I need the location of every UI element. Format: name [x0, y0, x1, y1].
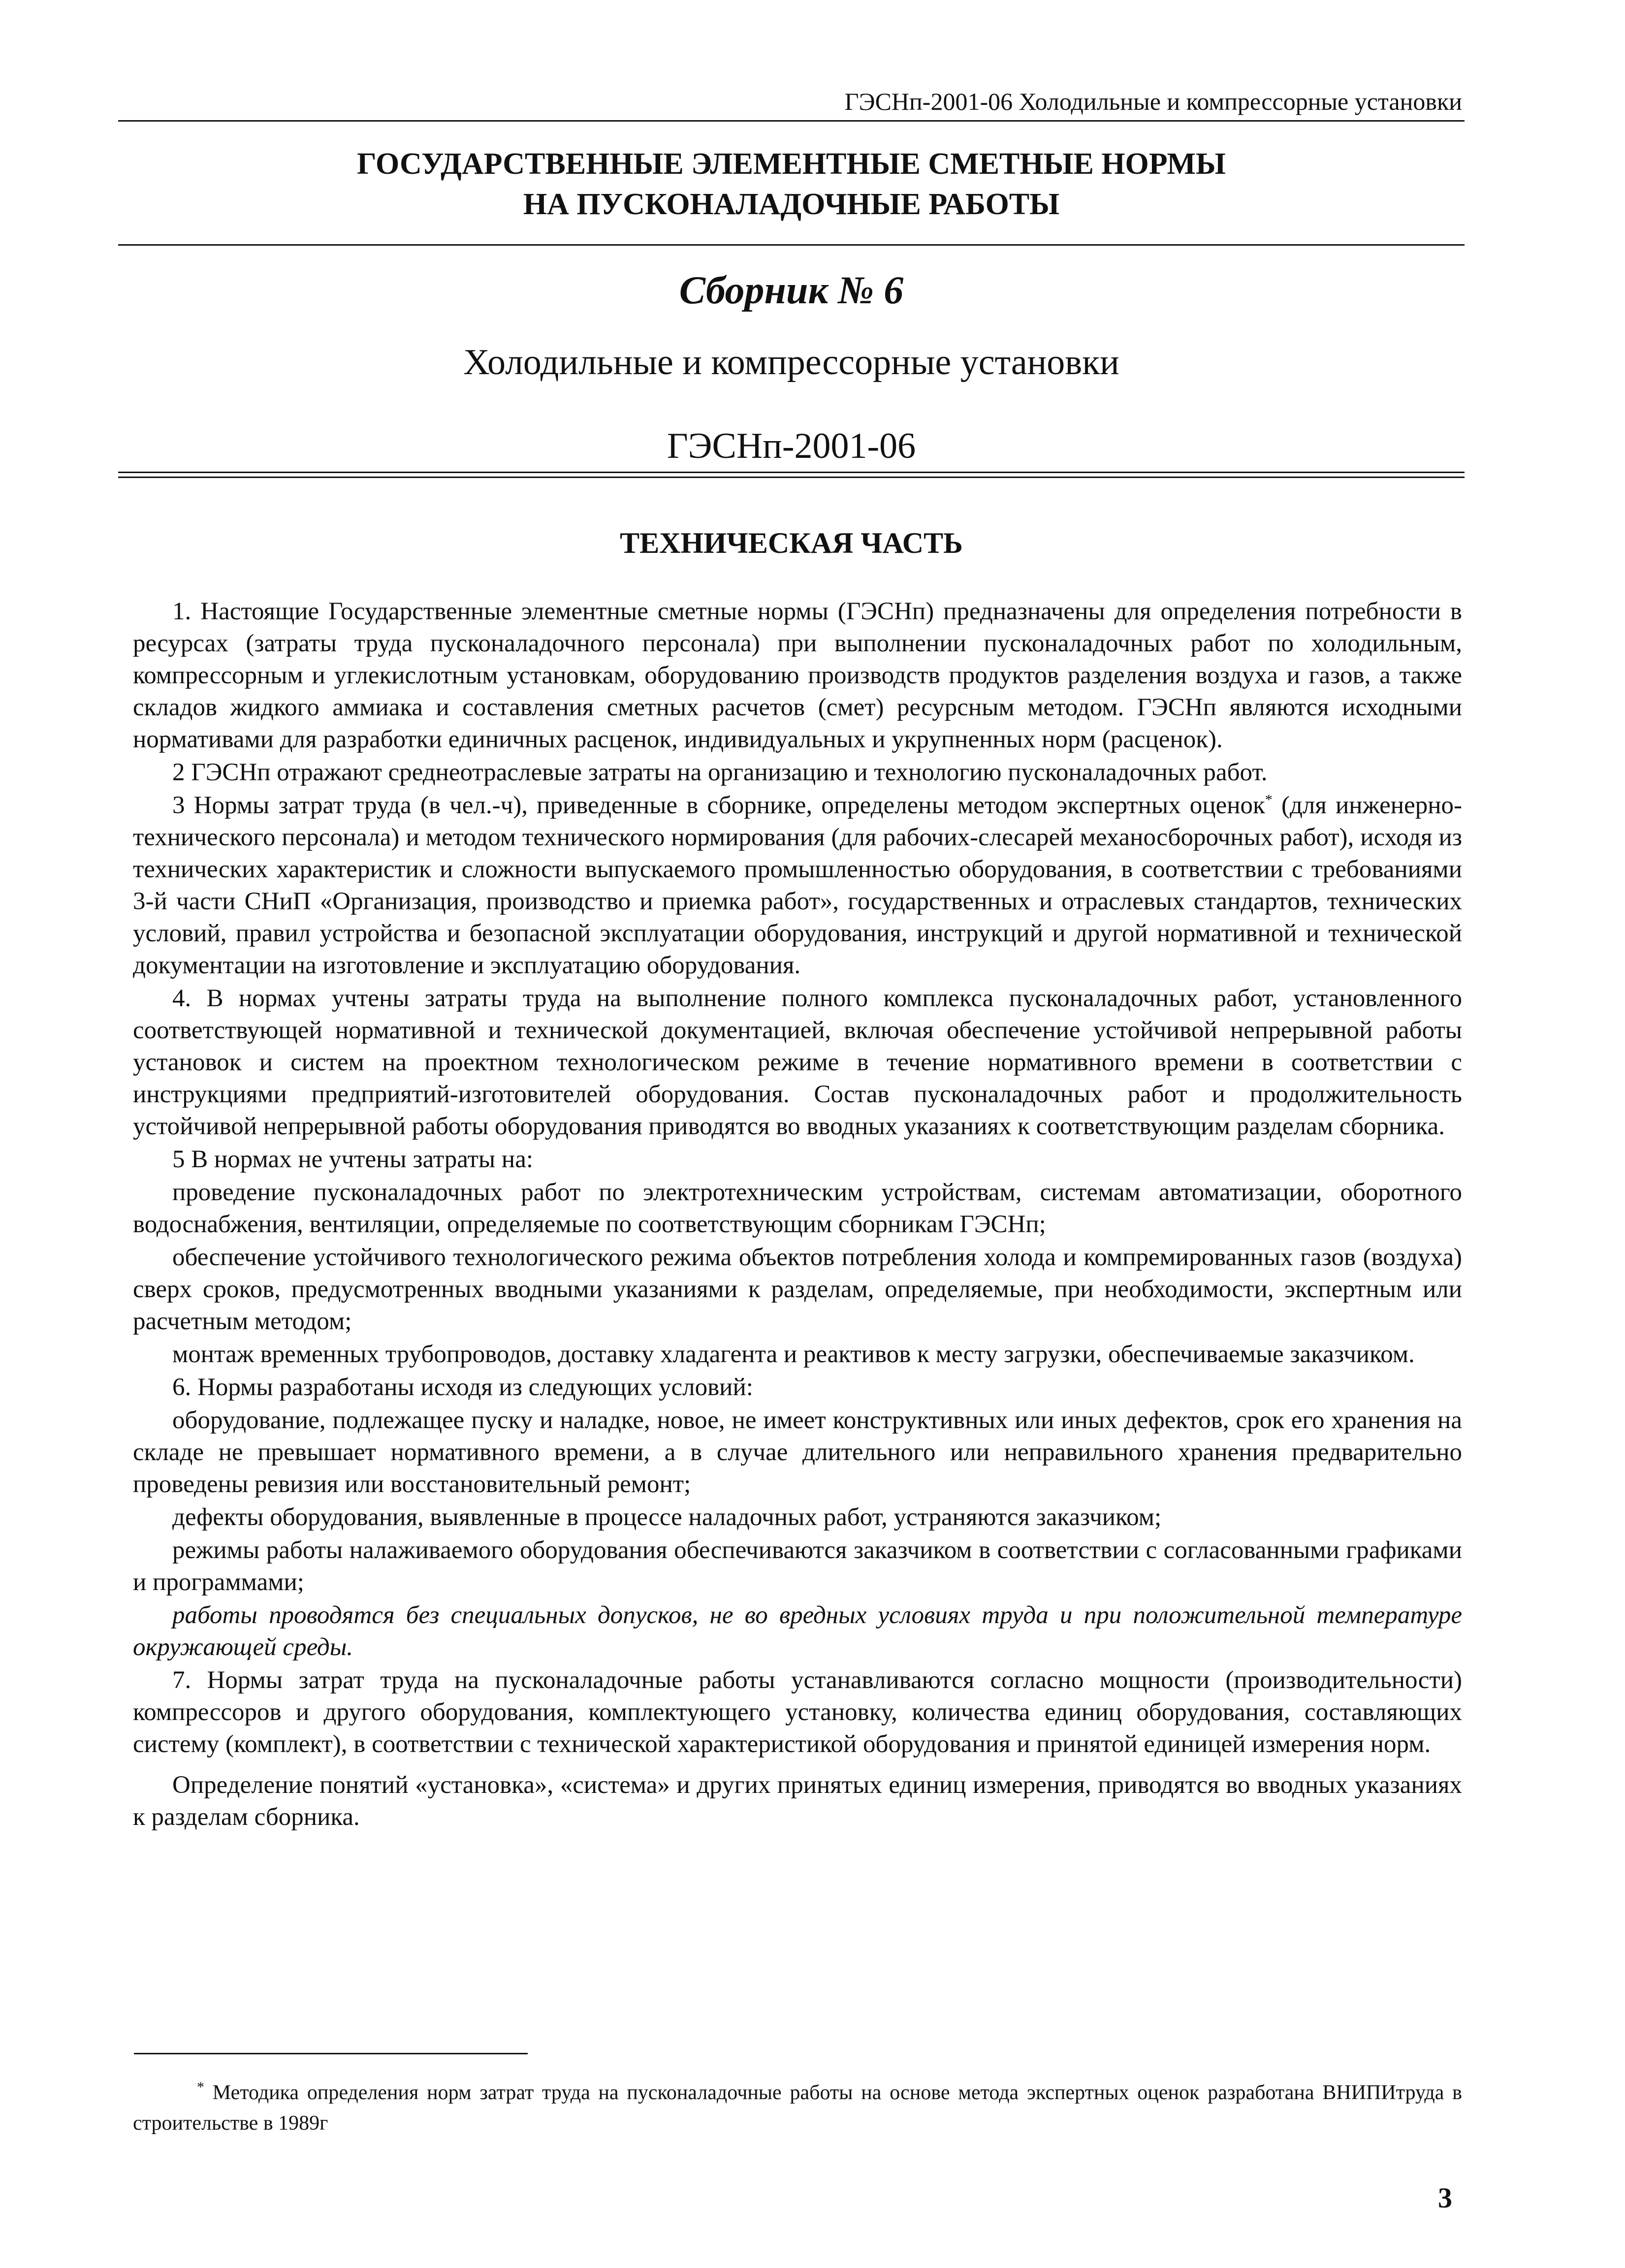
- paragraph-3-part-b: (для инженерно-технического персонала) и методом технического нормирования (для рабочих-слесарей механосборочных работ), исходя из технических характеристик и сложности выпускаемого промышленностью оборудования, в соответствии с требованиями 3-й части СНиП «Организация, производство и приемка работ», государственных и отраслевых стандартов, технических условий, правил устройства и безопасной эксплуатации оборудования, инструкций и другой нормативной и технической документации на изготовление и эксплуатацию оборудования.: [133, 792, 1462, 979]
- body-text: [133, 596, 1462, 1834]
- paragraph-6-item-4: работы проводятся без специальных допусков, не во вредных условиях труда и при положительной температуре окружающей среды.: [133, 1601, 1462, 1661]
- paragraph-1: 1. Настоящие Государственные элементные сметные нормы (ГЭСНп) предназначены для определения потребности в ресурсах (затраты труда пусконаладочного персонала) при выполнении пусконаладочных работ по холодильным, компрессорным и углекислотным установкам, оборудованию производств продуктов разделения воздуха и газов, а также складов жидкого аммиака и составления сметных расчетов (смет) ресурсным методом. ГЭСНп являются исходными нормативами для разработки единичных расценок, индивидуальных и укрупненных норм (расценок).: [133, 598, 1462, 753]
- footnote-text: Методика определения норм затрат труда на пусконаладочные работы на основе метода экспертных оценок разработана ВНИПИтруда в строительстве в 1989г: [133, 2081, 1462, 2135]
- footnote-mark: *: [197, 2079, 204, 2095]
- collection-subtitle: Холодильные и компрессорные установки: [463, 342, 1119, 383]
- paragraph-7: 7. Нормы затрат труда на пусконаладочные работы устанавливаются согласно мощности (производительности) компрессоров и другого оборудования, комплектующего установку, количества единиц оборудования, составляющих систему (комплект), в соответствии с технической характеристикой оборудования и принятой единицей измерения норм.: [133, 1666, 1462, 1758]
- paragraph-3: [133, 790, 1462, 982]
- title-rule: [118, 244, 1465, 246]
- paragraph-6-item-3: режимы работы налаживаемого оборудования обеспечиваются заказчиком в соответствии с согласованными графиками и программами;: [133, 1536, 1462, 1596]
- section-heading: ТЕХНИЧЕСКАЯ ЧАСТЬ: [620, 527, 963, 559]
- paragraph-5-item-2: обеспечение устойчивого технологического режима объектов потребления холода и компремированных газов (воздуха) сверх сроков, предусмотренных вводными указаниями к разделам, определяемые, при необходимости, экспертным или расчетным методом;: [133, 1244, 1462, 1335]
- paragraph-3-part-a: 3 Нормы затрат труда (в чел.-ч), приведенные в сборнике, определены методом экспертных оценок: [172, 792, 1265, 819]
- paragraph-6-item-1: оборудование, подлежащее пуску и наладке, новое, не имеет конструктивных или иных дефектов, срок его хранения на складе не превышает нормативного времени, а в случае длительного или неправильного хранения предварительно проведены ревизия или восстановительный ремонт;: [133, 1406, 1462, 1498]
- header-rule: [118, 120, 1465, 122]
- footnote-rule: [134, 2053, 528, 2054]
- paragraph-2: 2 ГЭСНп отражают среднеотраслевые затраты на организацию и технологию пусконаладочных работ.: [172, 759, 1268, 786]
- page-number: 3: [1438, 2182, 1452, 2214]
- paragraph-4: 4. В нормах учтены затраты труда на выполнение полного комплекса пусконаладочных работ, установленного соответствующей нормативной и технической документацией, включая обеспечение устойчивой непрерывной работы установок и систем на проектном технологическом режиме в течение нормативного времени в соответствии с инструкциями предприятий-изготовителей оборудования. Состав пусконаладочных работ и продолжительность устойчивой непрерывной работы оборудования приводятся во вводных указаниях к соответствующим разделам сборника.: [133, 985, 1462, 1140]
- document-code: ГЭСНп-2001-06: [667, 426, 916, 466]
- footnote: [133, 2077, 1462, 2139]
- main-title-line-1: ГОСУДАРСТВЕННЫЕ ЭЛЕМЕНТНЫЕ СМЕТНЫЕ НОРМЫ: [357, 147, 1226, 181]
- running-header: ГЭСНп-2001-06 Холодильные и компрессорные установки: [844, 88, 1462, 115]
- paragraph-5: 5 В нормах не учтены затраты на:: [172, 1146, 534, 1173]
- paragraph-6-item-2: дефекты оборудования, выявленные в процессе наладочных работ, устраняются заказчиком;: [172, 1503, 1162, 1531]
- paragraph-5-item-1: проведение пусконаладочных работ по электротехническим устройствам, системам автоматизации, оборотного водоснабжения, вентиляции, определяемые по соответствующим сборникам ГЭСНп;: [133, 1179, 1462, 1238]
- main-title: [118, 144, 1465, 224]
- paragraph-6: 6. Нормы разработаны исходя из следующих условий:: [172, 1374, 753, 1401]
- code-rule-top: [118, 472, 1465, 473]
- paragraph-5-item-3: монтаж временных трубопроводов, доставку хладагента и реактивов к месту загрузки, обеспечиваемые заказчиком.: [172, 1341, 1415, 1368]
- main-title-line-2: НА ПУСКОНАЛАДОЧНЫЕ РАБОТЫ: [523, 188, 1060, 221]
- footnote-reference-mark: *: [1265, 792, 1273, 808]
- code-rule-bottom: [118, 477, 1465, 478]
- paragraph-8: Определение понятий «установка», «система» и других принятых единиц измерения, приводятся во вводных указаниях к разделам сборника.: [133, 1771, 1462, 1831]
- collection-title: Сборник № 6: [679, 269, 904, 312]
